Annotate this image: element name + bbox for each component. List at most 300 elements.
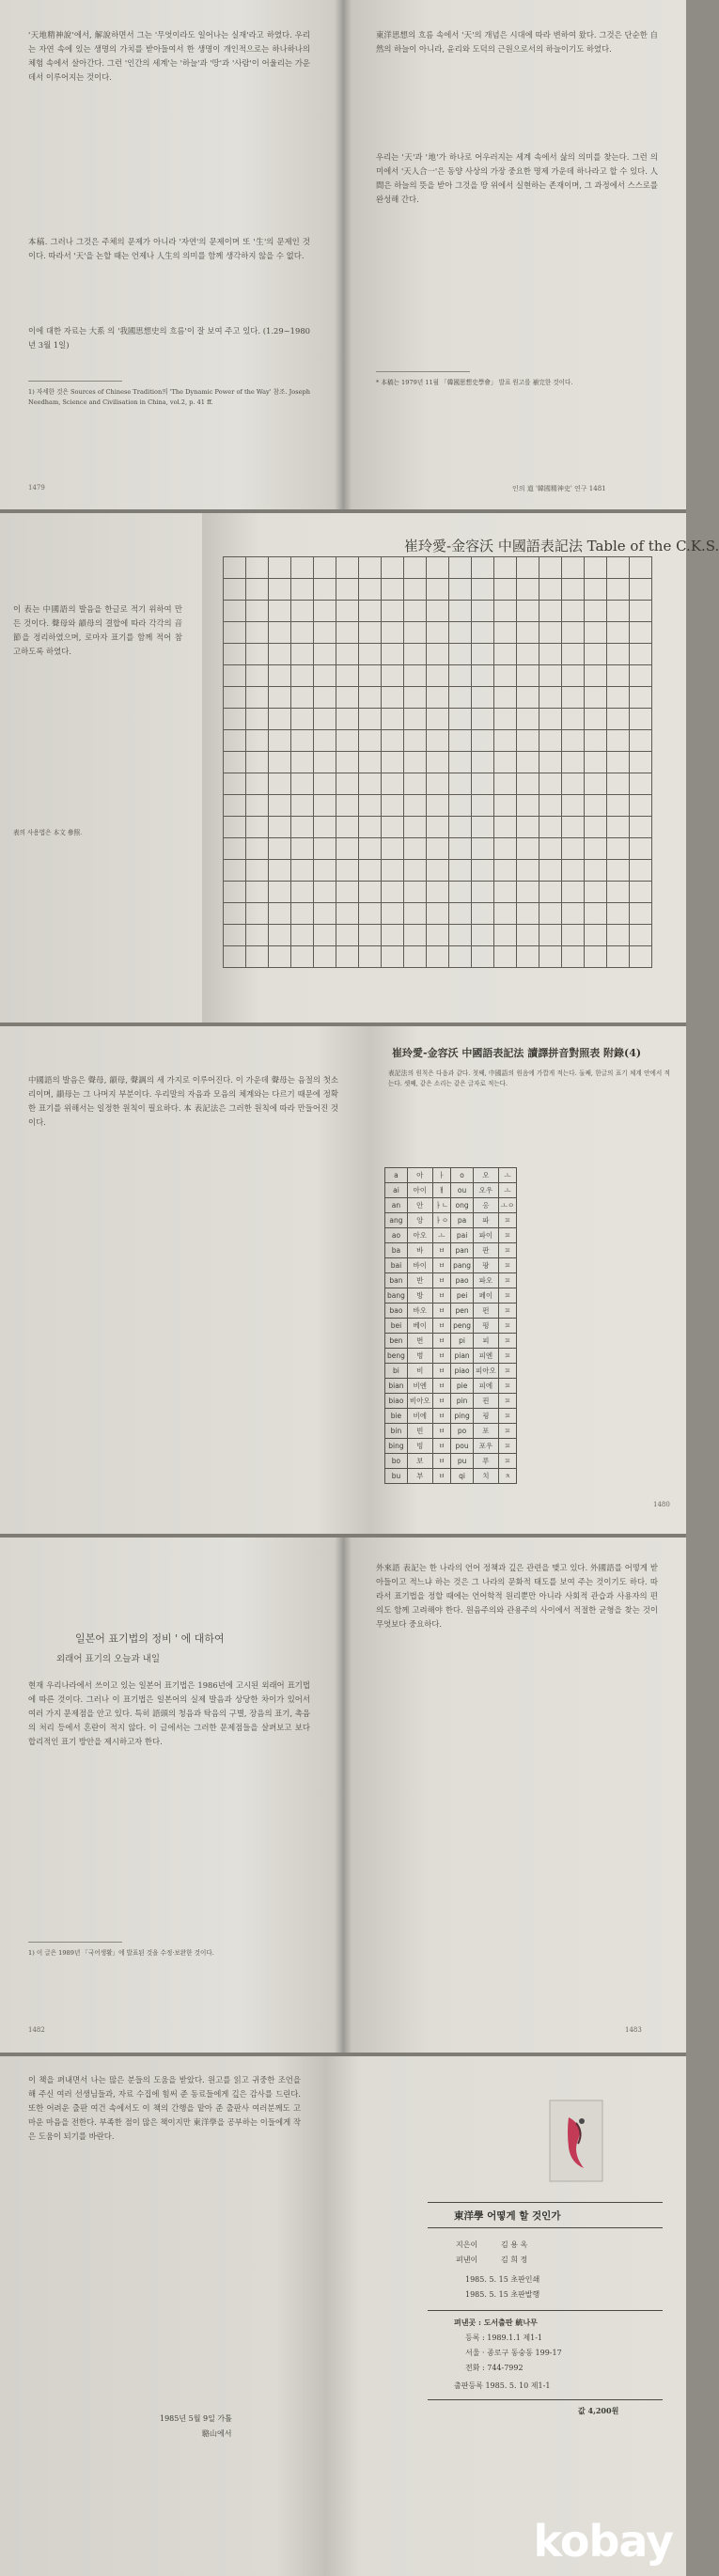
grid-cell [269, 665, 291, 687]
table-cell: ping [451, 1409, 474, 1424]
registration: 등록 : 1989.1.1 제1-1 [465, 2334, 543, 2342]
grid-cell [224, 752, 246, 773]
table-cell: ㅏ [432, 1168, 451, 1183]
grid-cell [269, 946, 291, 968]
table-cell: pao [451, 1273, 474, 1288]
grid-cell [585, 773, 607, 795]
grid-cell [562, 601, 585, 622]
grid-cell [404, 622, 427, 644]
grid-cell [382, 838, 404, 860]
table-cell: ㅂ [432, 1409, 451, 1424]
table-cell: pin [451, 1394, 474, 1409]
table-cell: 바 [407, 1243, 432, 1258]
grid-cell [382, 730, 404, 752]
grid-cell [427, 838, 449, 860]
grid-cell [607, 709, 630, 730]
grid-cell [224, 925, 246, 946]
grid-cell [269, 773, 291, 795]
grid-cell [607, 579, 630, 601]
grid-cell [630, 665, 652, 687]
telephone: 전화 : 744-7992 [465, 2364, 524, 2372]
paragraph: 中國語의 발음은 聲母, 韻母, 聲調의 세 가지로 이루어진다. 이 가운데 聲母는 음절의 첫소리이며, 韻母는 그 나머지 부분이다. 우리말의 자음과 모음의 체계와는 다르기 때문에 정확한 표기를 위해서는 일정한 원칙이 필요하다. 本 表記法은 그러한 원칙에 따라 만들어진 것이다. [28, 1075, 338, 1127]
grid-cell [585, 579, 607, 601]
grid-cell [427, 601, 449, 622]
grid-cell [472, 795, 494, 817]
grid-cell [607, 838, 630, 860]
grid-cell [224, 882, 246, 903]
table-cell: 파 [474, 1213, 499, 1228]
grid-cell [427, 903, 449, 925]
table-cell: 비엔 [407, 1379, 432, 1394]
grid-cell [630, 773, 652, 795]
grid-cell [246, 817, 269, 838]
grid-cell [607, 795, 630, 817]
grid-cell [517, 579, 539, 601]
grid-cell [404, 752, 427, 773]
grid-cell [427, 817, 449, 838]
grid-cell [472, 860, 494, 882]
grid-cell [630, 579, 652, 601]
grid-cell [449, 730, 472, 752]
grid-cell [359, 644, 382, 665]
table-row [385, 1439, 517, 1454]
grid-cell [336, 946, 359, 968]
grid-cell [404, 925, 427, 946]
grid-cell [539, 709, 562, 730]
grid-cell [404, 903, 427, 925]
signature-place: 駱山에서 [202, 2429, 232, 2438]
grid-cell [336, 622, 359, 644]
grid-cell [494, 730, 517, 752]
grid-cell [517, 946, 539, 968]
grid-cell [382, 557, 404, 579]
grid-cell [562, 557, 585, 579]
grid-cell [472, 773, 494, 795]
grid-cell [562, 795, 585, 817]
grid-cell [224, 903, 246, 925]
grid-cell [382, 601, 404, 622]
grid-cell [382, 579, 404, 601]
table-cell: 판 [474, 1243, 499, 1258]
table-cell: biao [385, 1394, 408, 1409]
grid-cell [562, 709, 585, 730]
grid-cell [246, 601, 269, 622]
grid-cell [539, 579, 562, 601]
table-cell: 베이 [407, 1319, 432, 1334]
table-cell: piao [451, 1364, 474, 1379]
grid-cell [269, 730, 291, 752]
table-cell: bo [385, 1454, 408, 1469]
grid-cell [427, 579, 449, 601]
grid-cell [472, 709, 494, 730]
grid-cell [585, 946, 607, 968]
grid-cell [314, 925, 336, 946]
grid-cell [562, 838, 585, 860]
grid-cell [494, 601, 517, 622]
grid-row [224, 946, 652, 968]
grid-cell [404, 709, 427, 730]
paragraph: 현재 우리나라에서 쓰이고 있는 일본어 표기법은 1986년에 고시된 외래어 표기법에 따른 것이다. 그러나 이 표기법은 일본어의 실제 발음과 상당한 차이가 있어서 여러 가지 문제점을 안고 있다. 특히 語頭의 청음과 탁음의 구별, 장음의 표기, 촉음의 처리 등에서 혼란이 적지 않다. 이 글에서는 그러한 문제점들을 살펴보고 보다 합리적인 표기 방안을 제시하고자 한다. [28, 1680, 310, 1746]
grid-cell [472, 817, 494, 838]
grid-cell [449, 882, 472, 903]
grid-cell [607, 903, 630, 925]
grid-cell [314, 557, 336, 579]
table-cell: ㅂ [432, 1394, 451, 1409]
table-row [385, 1454, 517, 1469]
photo-book-spread-4 [0, 1538, 686, 2053]
table-cell: 번 [407, 1334, 432, 1349]
grid-row [224, 773, 652, 795]
grid-cell [269, 882, 291, 903]
grid-cell [382, 925, 404, 946]
grid-cell [224, 773, 246, 795]
grid-cell [539, 817, 562, 838]
chapter-subtitle: 외래어 표기의 오늘과 내일 [56, 1654, 161, 1664]
table-cell: 빈 [407, 1424, 432, 1439]
table-cell: a [385, 1168, 408, 1183]
grid-cell [607, 665, 630, 687]
grid-cell [314, 579, 336, 601]
grid-cell [336, 903, 359, 925]
table-row [385, 1168, 517, 1183]
grid-cell [449, 665, 472, 687]
grid-cell [246, 946, 269, 968]
grid-cell [404, 838, 427, 860]
table-row [385, 1243, 517, 1258]
table-cell: ㅍ [498, 1364, 517, 1379]
grid-cell [359, 773, 382, 795]
grid-cell [359, 925, 382, 946]
grid-cell [539, 838, 562, 860]
table-row [385, 1349, 517, 1364]
grid-cell [607, 882, 630, 903]
table-cell: 비 [407, 1364, 432, 1379]
table-cell: ong [451, 1198, 474, 1213]
table-cell: ㅍ [498, 1319, 517, 1334]
grid-cell [336, 860, 359, 882]
table-cell: ㅍ [498, 1454, 517, 1469]
grid-cell [404, 860, 427, 882]
table-cell: 바이 [407, 1258, 432, 1273]
grid-cell [562, 687, 585, 709]
grid-cell [382, 795, 404, 817]
grid-cell [382, 622, 404, 644]
grid-cell [404, 946, 427, 968]
grid-cell [314, 838, 336, 860]
grid-cell [246, 687, 269, 709]
table-cell: bing [385, 1439, 408, 1454]
table-cell: ㅍ [498, 1379, 517, 1394]
book-spine-shadow [335, 1538, 352, 2053]
grid-cell [382, 752, 404, 773]
grid-cell [494, 687, 517, 709]
table-cell: ㅍ [498, 1243, 517, 1258]
table-cell: ㅂ [432, 1439, 451, 1454]
grid-cell [607, 946, 630, 968]
grid-cell [291, 579, 314, 601]
divider [428, 2202, 663, 2203]
grid-cell [585, 622, 607, 644]
book-title: 東洋學 어떻게 할 것인가 [454, 2210, 561, 2222]
grid-cell [562, 579, 585, 601]
table-cell: ㅍ [498, 1304, 517, 1319]
grid-cell [224, 795, 246, 817]
table-cell: 치 [474, 1469, 499, 1484]
grid-row [224, 795, 652, 817]
grid-cell [224, 687, 246, 709]
grid-cell [246, 644, 269, 665]
grid-cell [359, 946, 382, 968]
grid-cell [291, 644, 314, 665]
table-cell: 팡 [474, 1258, 499, 1273]
grid-cell [517, 882, 539, 903]
table-cell: po [451, 1424, 474, 1439]
grid-cell [585, 665, 607, 687]
grid-cell [382, 665, 404, 687]
grid-cell [269, 622, 291, 644]
grid-cell [472, 601, 494, 622]
grid-cell [246, 730, 269, 752]
table-cell: pou [451, 1439, 474, 1454]
grid-cell [224, 644, 246, 665]
footnote-rule [376, 371, 470, 372]
left-page [0, 513, 202, 1023]
grid-cell [359, 903, 382, 925]
table-cell: ㅏㅇ [432, 1213, 451, 1228]
grid-cell [585, 903, 607, 925]
grid-cell [359, 860, 382, 882]
grid-cell [291, 946, 314, 968]
table-cell: ㅐ [432, 1183, 451, 1198]
grid-cell [539, 644, 562, 665]
grid-cell [224, 579, 246, 601]
table-cell: ㅍ [498, 1424, 517, 1439]
grid-cell [291, 687, 314, 709]
grid-cell [517, 903, 539, 925]
grid-cell [291, 882, 314, 903]
footnote: 1) 이 글은 1989년 「국어생활」에 발표된 것을 수정·보완한 것이다. [28, 1949, 214, 1957]
table-cell: ban [385, 1273, 408, 1288]
grid-cell [382, 882, 404, 903]
grid-cell [607, 773, 630, 795]
grid-cell [359, 795, 382, 817]
grid-cell [449, 946, 472, 968]
grid-cell [359, 752, 382, 773]
grid-cell [562, 644, 585, 665]
grid-cell [607, 644, 630, 665]
grid-cell [269, 687, 291, 709]
grid-cell [336, 601, 359, 622]
grid-cell [562, 665, 585, 687]
table-cell: 벙 [407, 1349, 432, 1364]
divider [428, 2399, 663, 2400]
table-cell: pian [451, 1349, 474, 1364]
grid-cell [562, 860, 585, 882]
table-cell: pen [451, 1304, 474, 1319]
grid-cell [336, 709, 359, 730]
right-page-table [371, 1026, 686, 1534]
grid-cell [585, 730, 607, 752]
grid-cell [585, 752, 607, 773]
grid-cell [539, 882, 562, 903]
grid-cell [449, 860, 472, 882]
grid-cell [269, 903, 291, 925]
table-cell: ㅂ [432, 1288, 451, 1304]
grid-cell [449, 601, 472, 622]
romanization-grid [223, 556, 652, 968]
table-cell: 비에 [407, 1409, 432, 1424]
grid-cell [246, 709, 269, 730]
grid-cell [246, 838, 269, 860]
grid-cell [314, 903, 336, 925]
right-page [343, 0, 686, 509]
grid-cell [539, 557, 562, 579]
grid-cell [630, 795, 652, 817]
grid-cell [246, 860, 269, 882]
grid-cell [562, 773, 585, 795]
grid-cell [630, 882, 652, 903]
grid-cell [517, 817, 539, 838]
grid-cell [517, 925, 539, 946]
grid-cell [585, 557, 607, 579]
grid-cell [472, 752, 494, 773]
table-cell: 포 [474, 1424, 499, 1439]
grid-cell [472, 946, 494, 968]
paragraph: 이에 대한 자료는 大系 의 '我國思想史의 흐름'이 잘 보여 주고 있다. (1.29~1980년 3월 1일) [28, 326, 310, 350]
grid-cell [494, 925, 517, 946]
table-cell: bi [385, 1364, 408, 1379]
grid-cell [494, 557, 517, 579]
grid-cell [269, 644, 291, 665]
grid-cell [517, 752, 539, 773]
publication-registration: 출판등록 1985. 5. 10 제1-1 [454, 2381, 551, 2390]
table-cell: ㅍ [498, 1409, 517, 1424]
grid-cell [404, 665, 427, 687]
table-row [385, 1409, 517, 1424]
grid-cell [404, 882, 427, 903]
table-cell: 포우 [474, 1439, 499, 1454]
grid-row [224, 601, 652, 622]
table-cell: 바오 [407, 1304, 432, 1319]
page-number: 1483 [625, 2026, 642, 2034]
table-cell: ㅍ [498, 1288, 517, 1304]
grid-cell [607, 730, 630, 752]
grid-cell [291, 795, 314, 817]
grid-cell [630, 903, 652, 925]
grid-cell [246, 579, 269, 601]
grid-cell [449, 709, 472, 730]
grid-cell [539, 665, 562, 687]
table-cell: 펑 [474, 1319, 499, 1334]
grid-cell [336, 882, 359, 903]
left-page [0, 1538, 343, 2053]
table-cell: beng [385, 1349, 408, 1364]
grid-cell [449, 795, 472, 817]
grid-cell [494, 665, 517, 687]
grid-row [224, 687, 652, 709]
footnote-rule [28, 1942, 122, 1943]
grid-cell [269, 601, 291, 622]
grid-cell [269, 709, 291, 730]
grid-cell [539, 687, 562, 709]
grid-cell [269, 579, 291, 601]
table-cell: ㅍ [498, 1334, 517, 1349]
grid-cell [314, 601, 336, 622]
grid-cell [336, 557, 359, 579]
table-cell: ao [385, 1228, 408, 1243]
grid-cell [404, 773, 427, 795]
pinyin-hangul-table [384, 1167, 517, 1484]
grid-cell [291, 665, 314, 687]
publisher-label: 펴낸이 [456, 2256, 478, 2264]
table-cell: qi [451, 1469, 474, 1484]
grid-cell [404, 579, 427, 601]
grid-cell [314, 752, 336, 773]
table-cell: 부 [407, 1469, 432, 1484]
table-cell: an [385, 1198, 408, 1213]
grid-cell [314, 665, 336, 687]
table-row [385, 1364, 517, 1379]
grid-cell [336, 817, 359, 838]
grid-cell [539, 601, 562, 622]
table-cell: ㅂ [432, 1469, 451, 1484]
grid-cell [224, 860, 246, 882]
grid-cell [246, 795, 269, 817]
table-cell: 피에 [474, 1379, 499, 1394]
grid-cell [314, 709, 336, 730]
table-cell: bu [385, 1469, 408, 1484]
grid-cell [224, 838, 246, 860]
table-row [385, 1394, 517, 1409]
table-row [385, 1228, 517, 1243]
grid-cell [314, 946, 336, 968]
grid-cell [427, 730, 449, 752]
table-cell: bang [385, 1288, 408, 1304]
table-page [202, 513, 719, 1023]
grid-cell [494, 622, 517, 644]
emblem-icon [548, 2099, 604, 2183]
grid-cell [427, 709, 449, 730]
grid-cell [517, 773, 539, 795]
grid-cell [382, 709, 404, 730]
grid-cell [585, 882, 607, 903]
grid-cell [359, 579, 382, 601]
left-page [0, 0, 343, 509]
grid-cell [472, 838, 494, 860]
grid-row [224, 882, 652, 903]
grid-cell [449, 622, 472, 644]
grid-cell [607, 752, 630, 773]
grid-cell [291, 752, 314, 773]
grid-cell [404, 817, 427, 838]
table-cell: ㅊ [498, 1469, 517, 1484]
grid-cell [494, 752, 517, 773]
table-cell: ㅍ [498, 1349, 517, 1364]
grid-cell [359, 882, 382, 903]
grid-cell [494, 838, 517, 860]
grid-cell [314, 644, 336, 665]
table-cell: 푸 [474, 1454, 499, 1469]
table-row [385, 1469, 517, 1484]
table-cell: ㅂ [432, 1334, 451, 1349]
table-cell: 페이 [474, 1288, 499, 1304]
table-cell: 오우 [474, 1183, 499, 1198]
paragraph: 外來語 表記는 한 나라의 언어 정책과 깊은 관련을 맺고 있다. 外國語를 어떻게 받아들이고 적느냐 하는 것은 그 나라의 문화적 태도를 보여 주는 것이기도 하다. 따라서 표기법을 정할 때에는 언어학적 원리뿐만 아니라 사회적 관습과 사용자의 편의도 함께 고려해야 한다. 원음주의와 관용주의 사이에서 적절한 균형을 찾는 것이 무엇보다 중요하다. [376, 1563, 658, 1629]
paragraph: 이 表는 中國語의 발음을 한글로 적기 위하여 만든 것이다. 聲母와 韻母의 결합에 따라 각각의 音節을 정리하였으며, 로마자 표기를 함께 적어 참고하도록 하였다. [13, 604, 182, 656]
grid-cell [359, 687, 382, 709]
grid-cell [314, 730, 336, 752]
table-cell: ben [385, 1334, 408, 1349]
